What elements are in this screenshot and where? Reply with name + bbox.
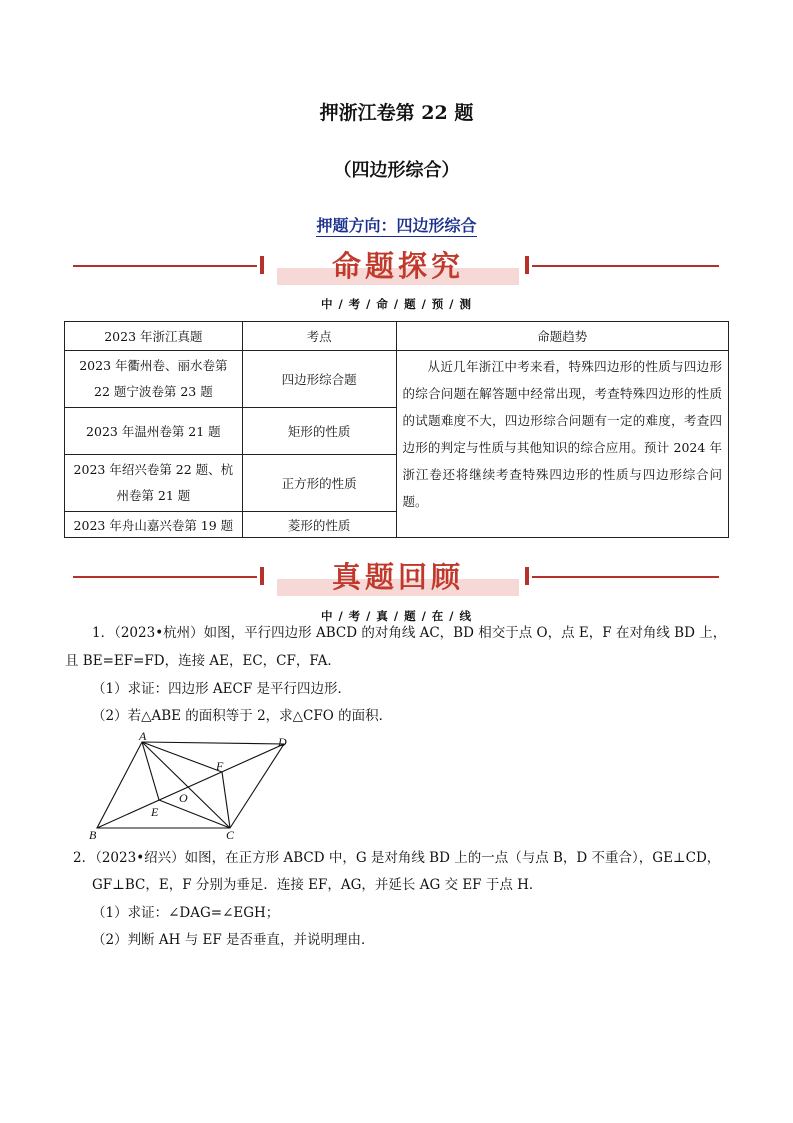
page-subtitle: （四边形综合） [333, 160, 460, 181]
label-a: A [139, 732, 147, 743]
label-d: D [278, 735, 287, 749]
source-line: 22 题宁波卷第 23 题 [94, 384, 213, 399]
table-header-row [65, 322, 729, 351]
table-cell-source [65, 351, 243, 408]
question-2-line: GF⊥BC，E，F 分别为垂足．连接 EF，AG，并延长 AG 交 EF 于点 H． [92, 877, 543, 893]
table-cell-topic: 菱形的性质 [242, 512, 396, 538]
table-header: 命题趋势 [396, 322, 729, 351]
table-header: 考点 [242, 322, 396, 351]
question-1-part: （1）求证：四边形 AECF 是平行四边形． [92, 681, 351, 697]
banner-title: 命题探究 [331, 249, 464, 283]
label-f: F [216, 759, 224, 773]
banner-tick-right [525, 256, 529, 274]
table-cell-topic: 四边形综合题 [242, 351, 396, 408]
exam-table [64, 321, 729, 538]
table-cell-topic: 矩形的性质 [242, 408, 396, 455]
source-line: 2023 年衢州卷、丽水卷第 [79, 358, 228, 373]
table-row [65, 351, 729, 408]
label-c: C [226, 828, 235, 842]
diagonal-bd [97, 744, 284, 828]
source-line: 州卷第 21 题 [116, 488, 191, 503]
question-2-part: （1）求证：∠DAG=∠EGH； [92, 905, 280, 921]
table-cell-source [65, 455, 243, 512]
question-2-part: （2）判断 AH 与 EF 是否垂直，并说明理由． [92, 932, 375, 948]
label-o: O [179, 791, 188, 805]
question-1-line: 1．（2023•杭州）如图，平行四边形 ABCD 的对角线 AC，BD 相交于点 O，点 E，F 在对角线 BD 上， [92, 625, 727, 641]
page-title: 押浙江卷第 22 题 [319, 102, 474, 124]
question-direction-text: 押题方向：四边形综合 [316, 216, 477, 235]
label-e: E [151, 805, 159, 819]
table-cell-trend: 从近几年浙江中考来看，特殊四边形的性质与四边形的综合问题在解答题中经常出现，考查特殊四边形的性质的试题难度不大，四边形综合问题有一定的难度，考查四边形的判定与性质与其他知识的综合应用。预计 2024 年浙江卷还将继续考查特殊四边形的性质与四边形综合问题。 [396, 351, 729, 538]
segment-fa [142, 742, 222, 772]
question-direction [0, 213, 793, 236]
question-1-line: 且 BE=EF=FD，连接 AE，EC，CF，FA． [65, 653, 341, 669]
banner-tick-left [260, 256, 264, 274]
banner-line-left [73, 576, 257, 578]
table-cell-source: 2023 年舟山嘉兴卷第 19 题 [65, 512, 243, 538]
section-caption-2: 中 / 考 / 真 / 题 / 在 / 线 [320, 609, 473, 623]
banner-tick-left [260, 567, 264, 585]
table-header: 2023 年浙江真题 [65, 322, 243, 351]
parallelogram-figure [86, 732, 296, 844]
source-line: 2023 年绍兴卷第 22 题、杭 [73, 462, 234, 477]
table-cell-source: 2023 年温州卷第 21 题 [65, 408, 243, 455]
banner-line-right [532, 265, 719, 267]
banner-tick-right [525, 567, 529, 585]
banner-line-left [73, 265, 257, 267]
banner-line-right [532, 576, 719, 578]
banner-title: 真题回顾 [331, 560, 464, 594]
question-1-part: （2）若△ABE 的面积等于 2，求△CFO 的面积． [92, 708, 393, 724]
table-cell-topic: 正方形的性质 [242, 455, 396, 512]
question-2-line: 2．（2023•绍兴）如图，在正方形 ABCD 中，G 是对角线 BD 上的一点（与点 B，D 不重合），GE⊥CD， [73, 850, 721, 866]
segment-ec [159, 800, 230, 828]
segment-cf [222, 772, 230, 828]
section-caption-1: 中 / 考 / 命 / 题 / 预 / 测 [320, 297, 473, 311]
label-b: B [89, 828, 97, 842]
